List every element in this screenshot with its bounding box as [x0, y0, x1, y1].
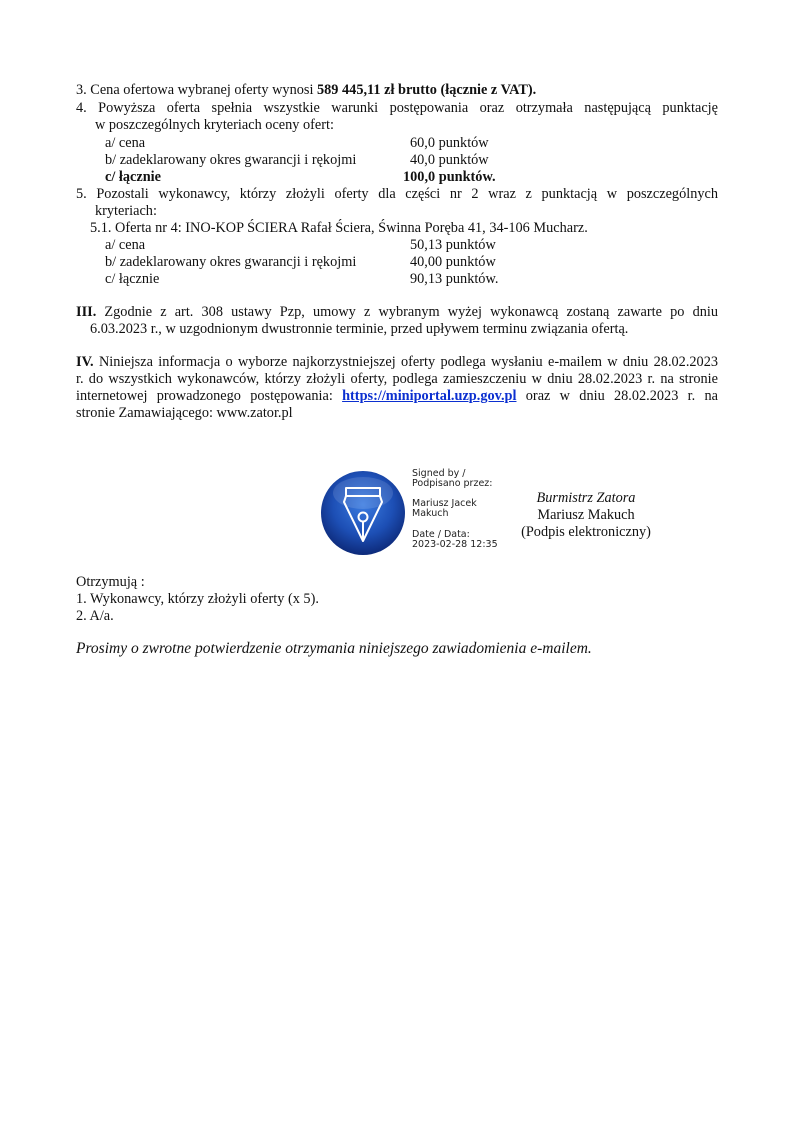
section-3: [76, 82, 536, 99]
section-IV-line3: [76, 388, 718, 405]
section-4-line1: 4. Powyższa oferta spełnia wszystkie warunki postępowania oraz otrzymała następującą punktację: [76, 100, 718, 116]
section-IV-line4: stronie Zamawiającego: www.zator.pl: [76, 405, 293, 421]
section-IV-line3-suffix: oraz w dniu 28.02.2023 r. na: [516, 388, 718, 404]
signer-name-line1: Mariusz Jacek: [412, 498, 477, 509]
criterion-value: 60,0 punktów: [410, 135, 489, 151]
signer-title: Burmistrz Zatora: [536, 490, 636, 506]
section-4-line2: w poszczególnych kryteriach oceny ofert:: [95, 117, 334, 133]
criterion-total-label: c/ łącznie: [105, 169, 161, 185]
section-IV-line3-prefix: internetowej prowadzonego postępowania:: [76, 388, 343, 404]
signed-by-label-pl: Podpisano przez:: [412, 478, 493, 489]
criterion-value: 40,0 punktów: [410, 152, 489, 168]
recipient-item: 1. Wykonawcy, którzy złożyli oferty (x 5).: [76, 591, 319, 607]
section-III-text: Zgodnie z art. 308 ustawy Pzp, umowy z wybranym wyżej wykonawcą zostaną zawarte po dniu: [96, 304, 718, 320]
signed-by-label: Signed by /: [412, 468, 466, 479]
section-III-line2: 6.03.2023 r., w uzgodnionym dwustronnie terminie, przed upływem terminu związania ofertą.: [90, 321, 629, 337]
criterion-label: a/ cena: [105, 135, 146, 151]
price-amount: 589 445,11 zł brutto (łącznie z VAT).: [317, 82, 537, 98]
criterion-value: 50,13 punktów: [410, 237, 496, 253]
section-IV-line1: [76, 354, 718, 371]
offer-4: 5.1. Oferta nr 4: INO-KOP ŚCIERA Rafał Ściera, Świnna Poręba 41, 34-106 Mucharz.: [90, 220, 588, 236]
signer-name-line2: Makuch: [412, 508, 449, 519]
section-IV-label: IV.: [76, 354, 94, 370]
closing-request: Prosimy o zwrotne potwierdzenie otrzymania niniejszego zawiadomienia e-mailem.: [76, 640, 592, 657]
signer-note: (Podpis elektroniczny): [521, 524, 651, 540]
date-label: Date / Data:: [412, 529, 470, 540]
recipients-heading: Otrzymują :: [76, 574, 145, 590]
section-IV-text: Niniejsza informacja o wyborze najkorzystniejszej oferty podlega wysłaniu e-mailem w dniu 28.02.2023: [93, 354, 718, 370]
fountain-pen-nib-icon: [319, 469, 407, 557]
section-III-line1: [76, 304, 718, 321]
price-label: 3. Cena ofertowa wybranej oferty wynosi: [76, 82, 317, 98]
section-5-line2: kryteriach:: [95, 203, 157, 219]
date-value: 2023-02-28 12:35: [412, 539, 498, 550]
criterion-label: a/ cena: [105, 237, 146, 253]
criterion-value: 40,00 punktów: [410, 254, 496, 270]
signer-name: Mariusz Makuch: [537, 507, 635, 523]
section-5-line1: 5. Pozostali wykonawcy, którzy złożyli oferty dla części nr 2 wraz z punktacją w poszczególnych: [76, 186, 718, 202]
section-IV-line2: r. do wszystkich wykonawców, którzy złożyli oferty, podlega zamieszczeniu w dniu 28.02.2023 r. na stronie: [76, 371, 718, 387]
section-III-label: III.: [76, 304, 97, 320]
criterion-total-value: 100,0 punktów.: [403, 169, 496, 185]
criterion-label: c/ łącznie: [105, 271, 160, 287]
criterion-value: 90,13 punktów.: [410, 271, 499, 287]
recipient-item: 2. A/a.: [76, 608, 114, 624]
criterion-label: b/ zadeklarowany okres gwarancji i rękojmi: [105, 152, 357, 168]
criterion-label: b/ zadeklarowany okres gwarancji i rękojmi: [105, 254, 357, 270]
miniportal-link[interactable]: https://miniportal.uzp.gov.pl: [342, 388, 517, 404]
